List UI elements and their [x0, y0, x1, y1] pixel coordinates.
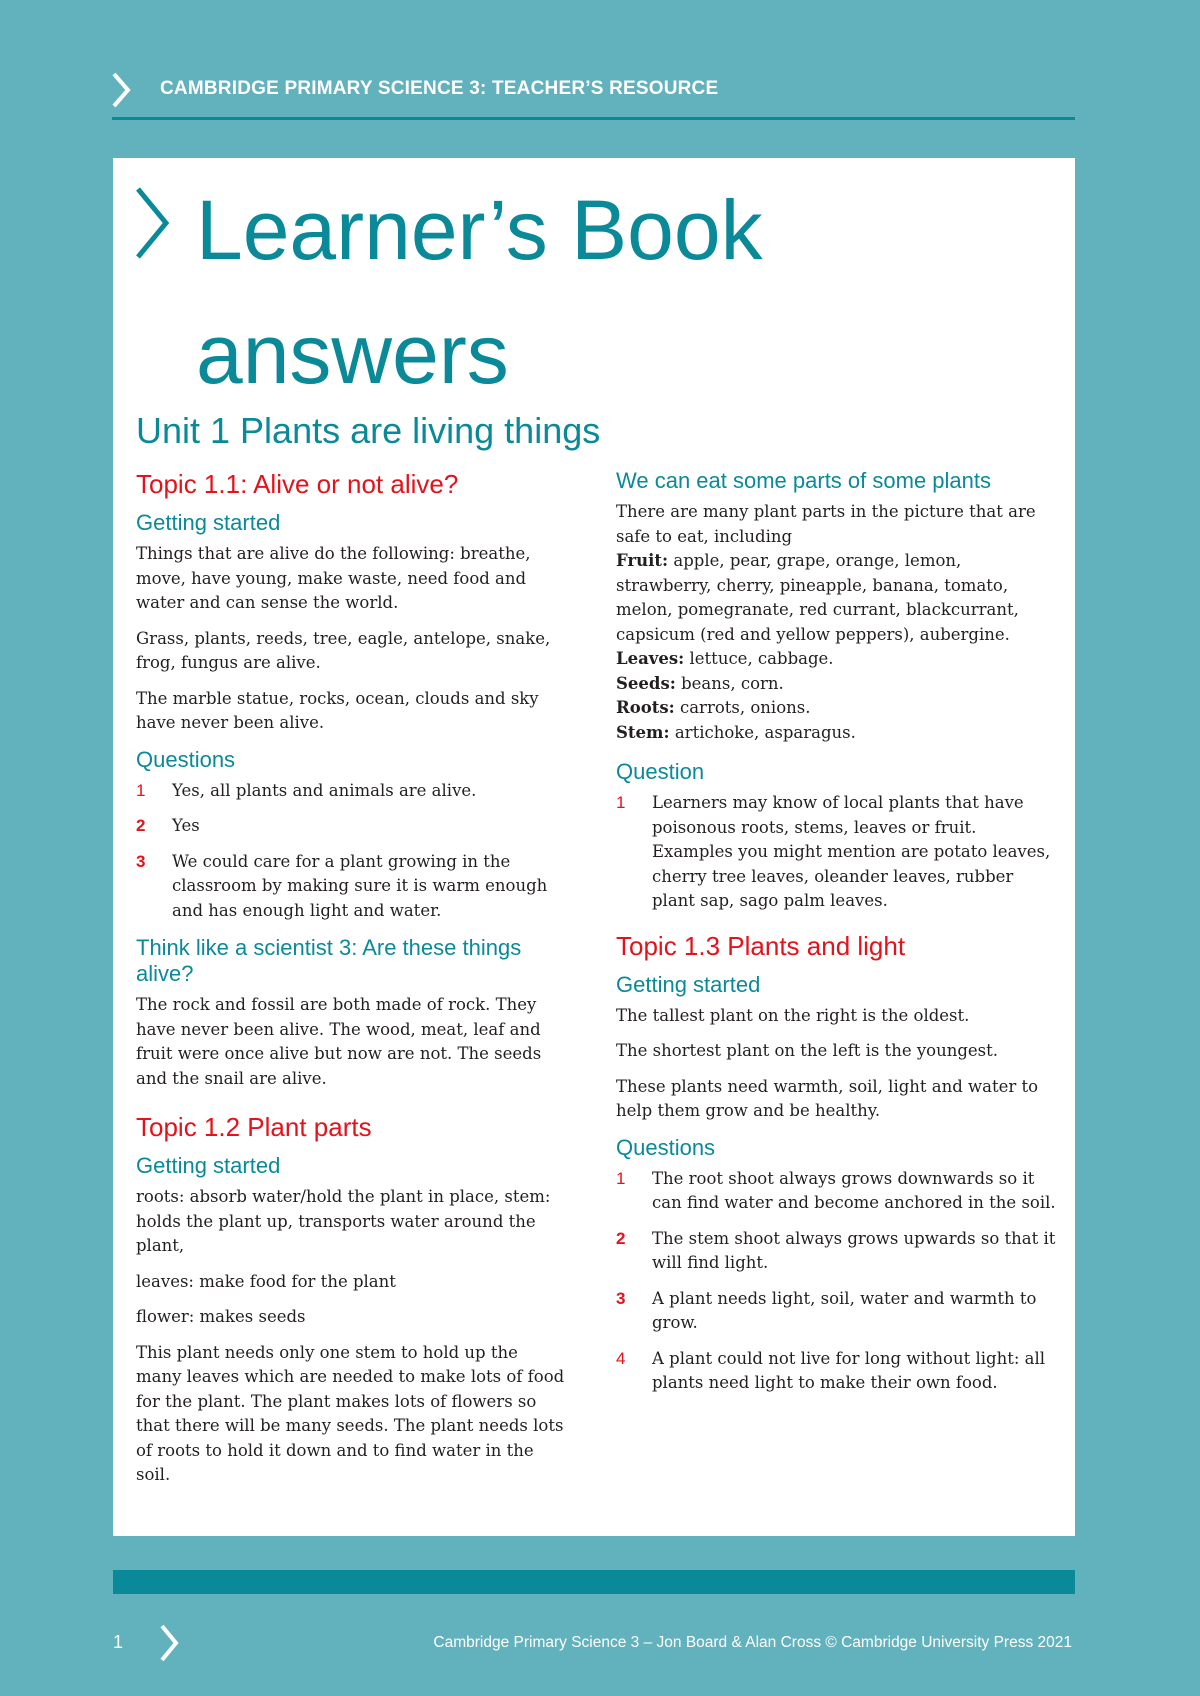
questions-list [616, 1167, 1056, 1396]
list-label: Roots: [616, 698, 675, 717]
chevron-right-icon [110, 72, 132, 108]
list-label: Stem: [616, 722, 670, 742]
list-item [616, 721, 1056, 746]
chevron-right-icon [158, 1624, 180, 1662]
question-item [136, 850, 566, 924]
list-item [616, 672, 1056, 697]
getting-started-heading: Getting started [136, 510, 281, 535]
question-answer: Yes, all plants and animals are alive. [172, 780, 477, 800]
page-title-line-2: answers [196, 307, 509, 401]
questions-list [136, 779, 566, 924]
question-answer: The root shoot always grows downwards so it can find water and become anchored in the soil. [652, 1168, 1056, 1212]
questions-heading: Questions [616, 1134, 716, 1160]
list-item [616, 647, 1056, 672]
edible-plants-list [616, 500, 1056, 745]
list-text: carrots, onions. [674, 698, 811, 717]
left-column [136, 468, 566, 1499]
topic-1-2-title: Topic 1.2 Plant parts [136, 1112, 372, 1142]
question-answer: We could care for a plant growing in the classroom by making sure it is warm enough and has enough light and water. [172, 851, 548, 920]
page-title-line-1: Learner’s Book [196, 183, 763, 277]
paragraph: roots: absorb water/hold the plant in place, stem: holds the plant up, transports water around the plant, [136, 1187, 551, 1255]
paragraph: The shortest plant on the left is the youngest. [616, 1041, 999, 1060]
question-number: 1 [616, 793, 626, 812]
page-title [196, 168, 763, 416]
questions-heading: Questions [136, 746, 236, 772]
question-item [616, 1167, 1056, 1216]
right-column [616, 468, 1056, 1408]
question-number: 4 [616, 1348, 626, 1368]
list-text: artichoke, asparagus. [669, 722, 856, 742]
question-answer: A plant could not live for long without light: all plants need light to make their own food. [652, 1348, 1046, 1392]
question-number: 3 [136, 851, 146, 871]
question-heading: Question [616, 759, 705, 784]
question-item [616, 791, 1056, 914]
list-text: beans, corn. [675, 673, 784, 693]
edible-plants-heading: We can eat some parts of some plants [616, 468, 991, 493]
paragraph: The tallest plant on the right is the oldest. [616, 1005, 970, 1025]
question-answer: A plant needs light, soil, water and warmth to grow. [652, 1288, 1037, 1332]
footer-bar [113, 1570, 1075, 1594]
list-label: Leaves: [616, 649, 685, 668]
list-item [616, 549, 1056, 647]
paragraph: The rock and fossil are both made of rock. They have never been alive. The wood, meat, leaf and fruit were once alive but now are not. The seeds and the snail are alive. [136, 995, 542, 1088]
question-item [616, 1287, 1056, 1336]
think-like-a-scientist-heading: Think like a scientist 3: Are these things alive? [136, 935, 522, 986]
paragraph: The marble statue, rocks, ocean, clouds and sky have never been alive. [136, 688, 539, 732]
unit-title: Unit 1 Plants are living things [136, 410, 601, 451]
paragraph: flower: makes seeds [136, 1307, 306, 1326]
list-label: Seeds: [616, 673, 676, 693]
question-answer: Yes [172, 816, 200, 835]
paragraph: This plant needs only one stem to hold up the many leaves which are needed to make lots of food for the plant. The plant makes lots of flowers so that there will be many seeds. The plant needs lots of roots to hold it down and to find water in the soil. [136, 1342, 565, 1484]
footer-credit: Cambridge Primary Science 3 – Jon Board & Alan Cross © Cambridge University Press 2021 [433, 1634, 1072, 1651]
paragraph: Things that are alive do the following: breathe, move, have young, make waste, need food and water and can sense the world. [136, 544, 531, 612]
chevron-right-icon [134, 186, 170, 260]
topic-1-1-title: Topic 1.1: Alive or not alive? [136, 469, 459, 499]
question-number: 1 [616, 1168, 626, 1188]
paragraph: These plants need warmth, soil, light and water to help them grow and be healthy. [616, 1076, 1039, 1120]
list-label: Fruit: [616, 551, 669, 570]
question-number: 1 [136, 780, 146, 800]
questions-list [616, 791, 1056, 914]
question-item [616, 1227, 1056, 1276]
question-item [136, 779, 566, 804]
header-rule [112, 117, 1075, 120]
getting-started-heading: Getting started [616, 971, 761, 997]
list-text: apple, pear, grape, orange, lemon, strawberry, cherry, pineapple, banana, tomato, melon, pomegranate, red currant, blackcurrant, capsicum (red and yellow peppers), aubergine. [616, 551, 1019, 644]
question-answer: The stem shoot always grows upwards so that it will find light. [652, 1228, 1056, 1272]
getting-started-heading: Getting started [136, 1153, 281, 1178]
page-number: 1 [113, 1632, 124, 1652]
paragraph: Grass, plants, reeds, tree, eagle, antelope, snake, frog, fungus are alive. [136, 628, 551, 672]
paragraph: There are many plant parts in the picture that are safe to eat, including [616, 502, 1036, 546]
question-number: 2 [616, 1228, 626, 1248]
question-number: 3 [616, 1288, 626, 1308]
list-text: lettuce, cabbage. [684, 649, 834, 668]
question-item [616, 1347, 1056, 1396]
question-answer: Learners may know of local plants that have poisonous roots, stems, leaves or fruit. Examples you might mention are potato leaves, cherry tree leaves, oleander leaves, rubber plant sap, sago palm leaves. [652, 793, 1051, 910]
list-item [616, 696, 1056, 721]
header-title: CAMBRIDGE PRIMARY SCIENCE 3: TEACHER’S RESOURCE [160, 78, 719, 99]
question-item [136, 814, 566, 839]
paragraph: leaves: make food for the plant [136, 1271, 396, 1291]
topic-1-3-title: Topic 1.3 Plants and light [616, 930, 906, 961]
question-number: 2 [136, 816, 146, 835]
